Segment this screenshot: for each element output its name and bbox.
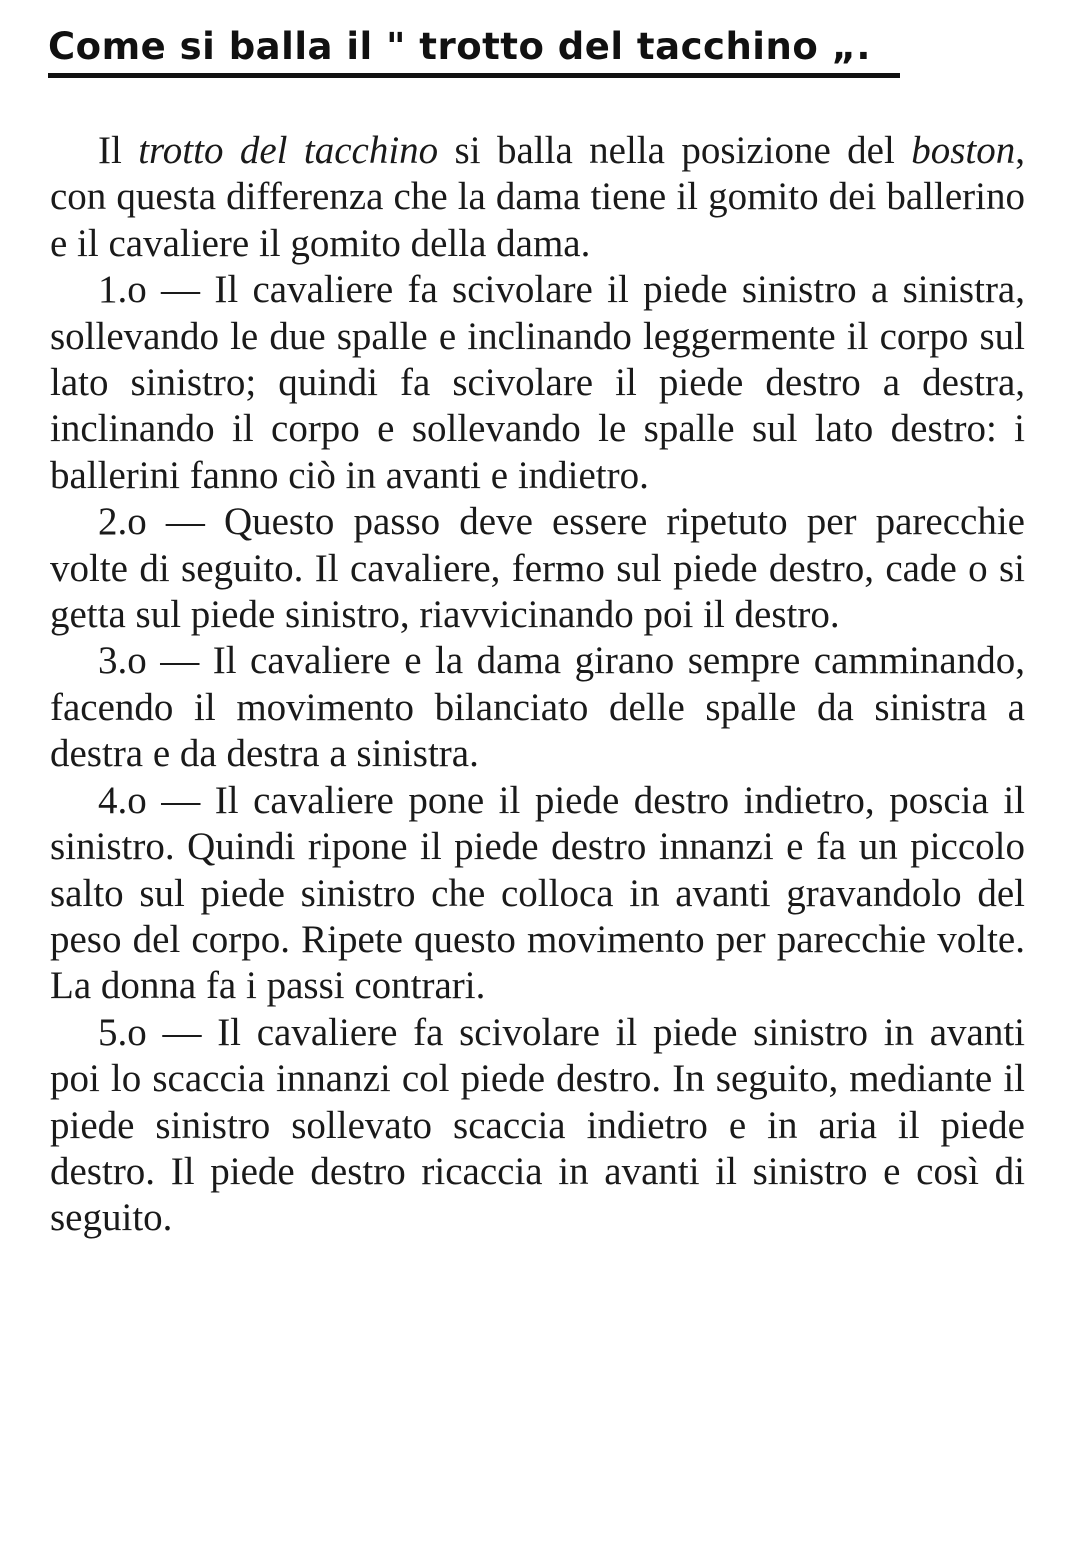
step-dash: — [160, 639, 200, 683]
step-paragraph [50, 499, 1025, 638]
step-dash: — [161, 778, 201, 822]
step-number: 1.o [98, 268, 147, 312]
article-title: Come si balla il " trotto del tacchino „. [48, 25, 871, 68]
step-dash: — [162, 1010, 202, 1054]
step-text: Il cavaliere pone il piede destro indietro, poscia il sinistro. Quindi ripone il piede destro innanzi e fa un piccolo salto sul piede sinistro che colloca in avanti gravandolo del peso del corpo. Ripete questo movimento per parecchie volte. La donna fa i passi contrari. [50, 778, 1026, 1008]
dance-name: trotto del tacchino [138, 129, 439, 172]
article-body [50, 128, 1025, 1242]
step-number: 5.o [98, 1010, 147, 1054]
step-number: 3.o [98, 639, 147, 683]
step-paragraph [50, 1010, 1025, 1242]
step-dash: — [161, 268, 201, 312]
step-text: Il cavaliere e la dama girano sempre camminando, facendo il movimento bilanciato delle spalle da sinistra a destra e da destra a sinistra. [50, 639, 1025, 776]
step-paragraph [50, 267, 1025, 499]
title-underline [48, 73, 900, 78]
step-paragraph [50, 778, 1025, 1010]
step-number: 4.o [98, 778, 147, 822]
step-text: Questo passo deve essere ripetuto per parecchie volte di seguito. Il cavaliere, fermo sul piede destro, cade o si getta sul piede sinistro, riavvicinando poi il destro. [50, 500, 1025, 637]
step-text: Il cavaliere fa scivolare il piede sinistro in avanti poi lo scaccia innanzi col piede destro. In seguito, mediante il piede sinistro sollevato scaccia indietro e in aria il piede destro. Il piede destro ricaccia in avanti il sinistro e così di seguito. [50, 1010, 1026, 1240]
step-number: 2.o [98, 500, 147, 544]
step-paragraph [50, 638, 1025, 777]
intro-paragraph: Il trotto del tacchino si balla nella posizione del boston, con questa differenza che la dama tiene il gomito dei ballerino e il cavaliere il gomito della dama. [50, 129, 1025, 265]
dance-reference: boston [911, 129, 1016, 172]
step-dash: — [165, 500, 205, 544]
step-text: Il cavaliere fa scivolare il piede sinistro a sinistra, sollevando le due spalle e inclinando leggermente il corpo sul lato sinistro; quindi fa scivolare il piede destro a destra, inclinando il corpo e sollevando le spalle sul lato destro: i ballerini fanno ciò in avanti e indietro. [50, 268, 1025, 497]
